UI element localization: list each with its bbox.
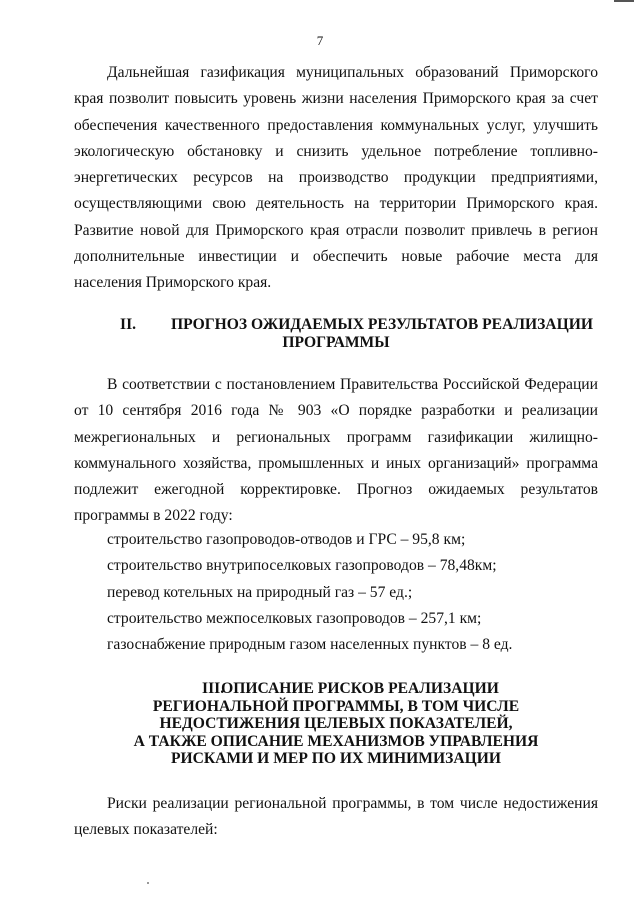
list-item: строительство межпоселковых газопроводов – 257,1 км; [107, 609, 482, 627]
section-title-line: РЕГИОНАЛЬНОЙ ПРОГРАММЫ, В ТОМ ЧИСЛЕ [152, 697, 520, 715]
scan-speck [147, 882, 149, 884]
section-title-line: А ТАКЖЕ ОПИСАНИЕ МЕХАНИЗМОВ УПРАВЛЕНИЯ [133, 732, 539, 750]
section-number: III. [202, 680, 225, 697]
page-number: 7 [316, 33, 324, 48]
paragraph-text: Риски реализации региональной программы, в том числе недостижения целевых показателей: [74, 795, 598, 839]
paragraph-text: В соответствии с постановлением Правительства Российской Федерации от 10 сентября 2016 года № 903 «О порядке разработки и реализации межрегиональных и региональных программ газификации жилищно-коммунального хозяйства, промышленных и иных организаций» программа подлежит ежегодной корректировке. Прогноз ожидаемых результатов программы в 2022 году: [74, 376, 598, 525]
paragraph-text: Дальнейшая газификация муниципальных образований Приморского края позволит повысить уровень жизни населения Приморского края за счет обеспечения качественного предоставления коммунальных услуг, улучшить экологическую обстановку и снизить удельное потребление топливно-энергетических ресурсов на производство продукции предприятиями, осуществляющими свою деятельность на территории Приморского края. Развитие новой для Приморского края отрасли позволит привлечь в регион дополнительные инвестиции и обеспечить новые рабочие места для населения Приморского края. [74, 64, 598, 292]
section-title-line: ПРОГНОЗ ОЖИДАЕМЫХ РЕЗУЛЬТАТОВ РЕАЛИЗАЦИИ [171, 316, 593, 333]
expected-results-list [107, 527, 607, 658]
section-title-line: ОПИСАНИЕ РИСКОВ РЕАЛИЗАЦИИ [221, 680, 499, 697]
paragraph-risks-intro [74, 791, 598, 844]
section-heading-risks [74, 680, 598, 768]
scan-corner-mark [614, 0, 634, 5]
list-item: газоснабжение природным газом населенных пунктов – 8 ед. [107, 636, 513, 654]
paragraph-government-decree [74, 372, 598, 530]
section-title-line: РИСКАМИ И МЕР ПО ИХ МИНИМИЗАЦИИ [170, 750, 502, 767]
section-heading-forecast [74, 316, 598, 351]
section-title-line: НЕДОСТИЖЕНИЯ ЦЕЛЕВЫХ ПОКАЗАТЕЛЕЙ, [159, 715, 513, 732]
list-item: строительство внутрипоселковых газопроводов – 78,48км; [107, 557, 497, 575]
section-number: II. [120, 316, 137, 333]
list-item: строительство газопроводов-отводов и ГРС – 95,8 км; [107, 531, 466, 548]
section-title-line: ПРОГРАММЫ [282, 333, 390, 351]
list-item: перевод котельных на природный газ – 57 ед.; [107, 583, 413, 601]
paragraph-gasification-benefits [74, 60, 598, 297]
